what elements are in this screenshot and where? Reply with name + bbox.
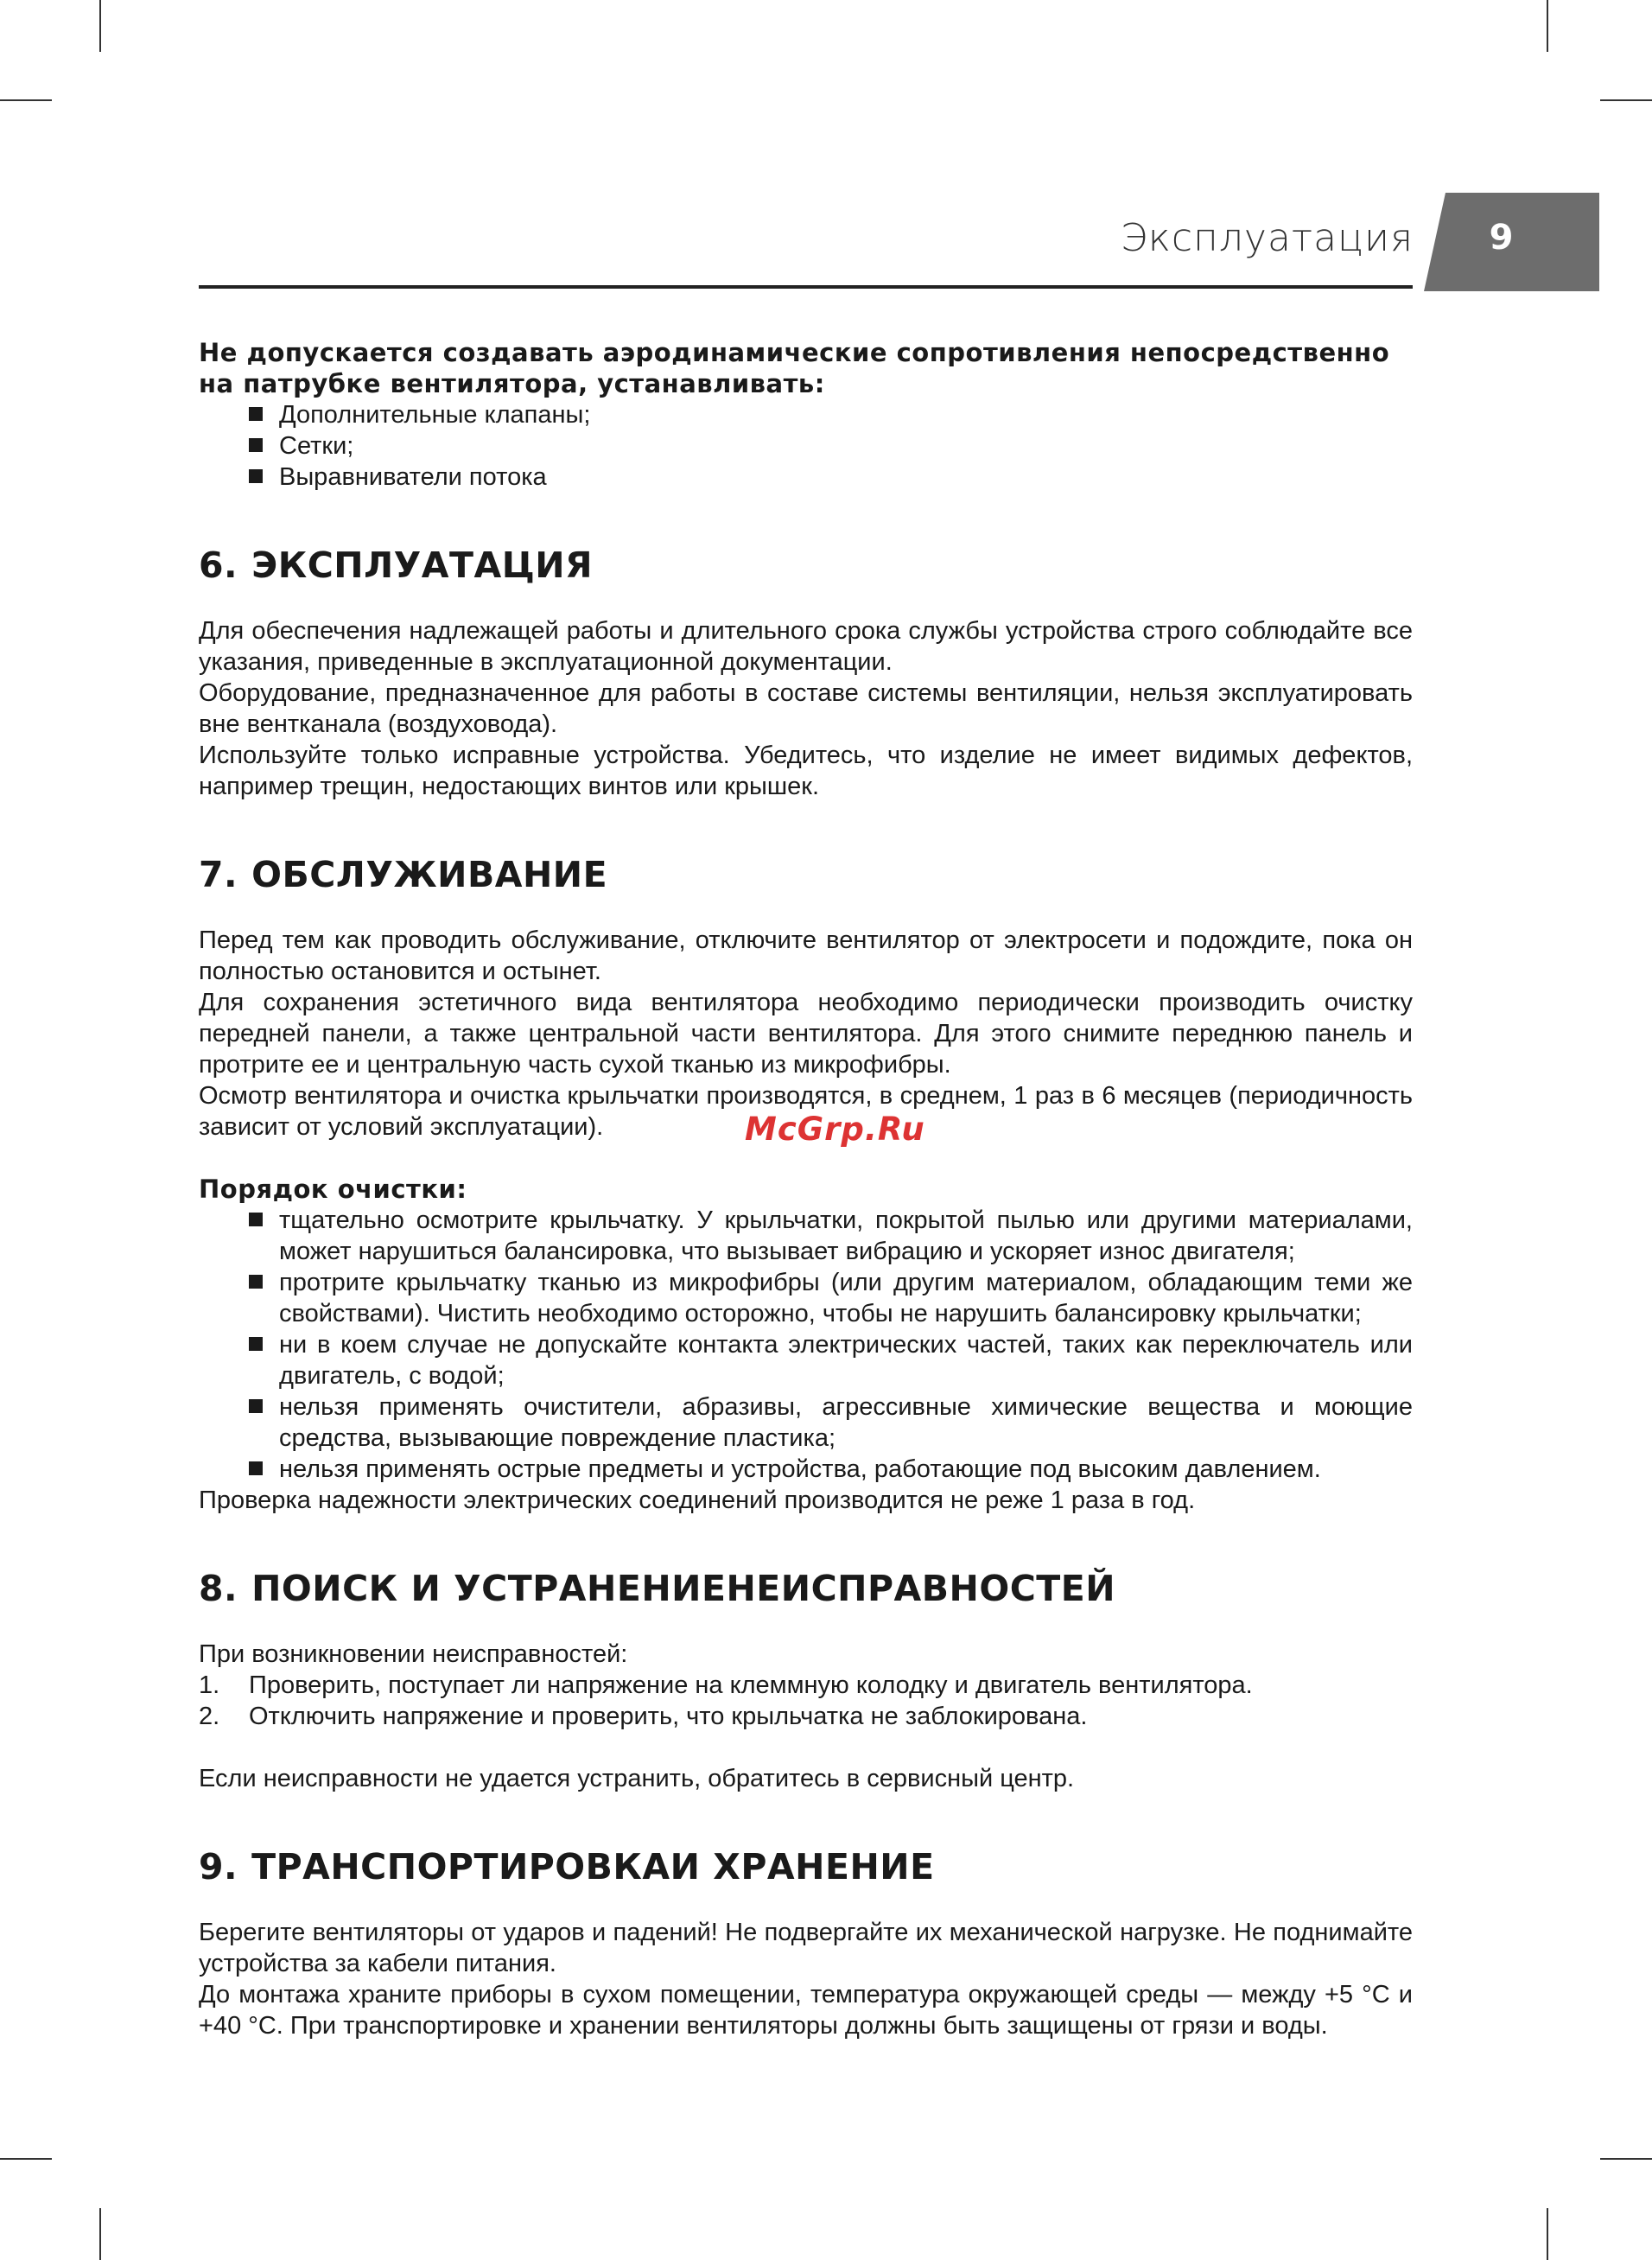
crop-mark bbox=[0, 2158, 52, 2160]
header-rule bbox=[199, 285, 1413, 289]
list-item: 2. Отключить напряжение и проверить, что крыльчатка не заблокирована. bbox=[199, 1703, 1088, 1730]
paragraph: Для сохранения эстетичного вида вентилятора необходимо периодически производить очистку передней панели, а также центральной части вентилятора. Для этого снимите переднюю панель и протрите ее и центральную часть сухой тканью из микрофибры. bbox=[199, 989, 1413, 1079]
section-6-body bbox=[199, 615, 1413, 802]
list-item: Выравниватели потока bbox=[249, 462, 1413, 493]
list-item: нельзя применять острые предметы и устройства, работающие под высоким давлением. bbox=[249, 1454, 1413, 1485]
section-7-body bbox=[199, 925, 1413, 1516]
square-bullet-icon bbox=[249, 1337, 263, 1351]
section-8-heading: 8. ПОИСК И УСТРАНЕНИЕНЕИСПРАВНОСТЕЙ bbox=[199, 1568, 1116, 1609]
square-bullet-icon bbox=[249, 1213, 263, 1226]
crop-mark bbox=[0, 99, 52, 101]
running-header-title: Эксплуатация bbox=[1120, 216, 1414, 260]
intro-list bbox=[199, 399, 1413, 493]
crop-mark bbox=[1600, 2158, 1652, 2160]
list-item: тщательно осмотрите крыльчатку. У крыльчатки, покрытой пылью или другими материалами, может нарушиться балансировка, что вызывает вибрацию и ускоряет износ двигателя; bbox=[249, 1205, 1413, 1267]
section-8-body bbox=[199, 1639, 1413, 1794]
square-bullet-icon bbox=[249, 1275, 263, 1289]
crop-mark bbox=[99, 0, 101, 52]
section-9-heading: 9. ТРАНСПОРТИРОВКАИ ХРАНЕНИЕ bbox=[199, 1846, 935, 1888]
section-7-heading: 7. ОБСЛУЖИВАНИЕ bbox=[199, 854, 608, 895]
crop-mark bbox=[1547, 0, 1548, 52]
paragraph: Берегите вентиляторы от ударов и падений! Не подвергайте их механической нагрузке. Не поднимайте устройства за кабели питания. bbox=[199, 1919, 1413, 1977]
square-bullet-icon bbox=[249, 1399, 263, 1413]
paragraph: Если неисправности не удается устранить, обратитесь в сервисный центр. bbox=[199, 1765, 1075, 1792]
cleaning-label: Порядок очистки: bbox=[199, 1175, 467, 1204]
paragraph: Для обеспечения надлежащей работы и длительного срока службы устройства строго соблюдайте все указания, приведенные в эксплуатационной документации. bbox=[199, 617, 1413, 676]
paragraph: Осмотр вентилятора и очистка крыльчатки производятся, в среднем, 1 раз в 6 месяцев (периодичность зависит от условий эксплуатации). bbox=[199, 1082, 1413, 1141]
paragraph: Перед тем как проводить обслуживание, отключите вентилятор от электросети и подождите, пока он полностью остановится и остынет. bbox=[199, 926, 1413, 985]
square-bullet-icon bbox=[249, 407, 263, 421]
square-bullet-icon bbox=[249, 438, 263, 452]
paragraph: До монтажа храните приборы в сухом помещении, температура окружающей среды — между +5 °C и +40 °C. При транспортировке и хранении вентиляторы должны быть защищены от грязи и воды. bbox=[199, 1981, 1413, 2040]
troubleshooting-steps bbox=[199, 1670, 1413, 1732]
list-item: 1. Проверить, поступает ли напряжение на клеммную колодку и двигатель вентилятора. bbox=[199, 1671, 1253, 1699]
cleaning-list bbox=[199, 1205, 1413, 1485]
list-item: нельзя применять очистители, абразивы, агрессивные химические вещества и моющие средства, вызывающие повреждение пластика; bbox=[249, 1391, 1413, 1454]
list-item: ни в коем случае не допускайте контакта электрических частей, таких как переключатель или двигатель, с водой; bbox=[249, 1329, 1413, 1391]
list-item: Дополнительные клапаны; bbox=[249, 399, 1413, 430]
paragraph: Оборудование, предназначенное для работы в составе системы вентиляции, нельзя эксплуатировать вне вентканала (воздуховода). bbox=[199, 679, 1413, 738]
list-item: протрите крыльчатку тканью из микрофибры (или другим материалом, обладающим теми же свойствами). Чистить необходимо осторожно, чтобы не нарушить балансировку крыльчатки; bbox=[249, 1267, 1413, 1329]
crop-mark bbox=[99, 2208, 101, 2260]
section-9-body bbox=[199, 1917, 1413, 2041]
section-6-heading: 6. ЭКСПЛУАТАЦИЯ bbox=[199, 544, 594, 586]
intro-warning: Не допускается создавать аэродинамические сопротивления непосредственно на патрубке вентилятора, устанавливать: bbox=[199, 338, 1390, 398]
watermark: McGrp.Ru bbox=[745, 1111, 925, 1148]
paragraph: Проверка надежности электрических соединений производится не реже 1 раза в год. bbox=[199, 1487, 1196, 1514]
page-body bbox=[199, 337, 1413, 2041]
paragraph: При возникновении неисправностей: bbox=[199, 1640, 628, 1668]
crop-mark bbox=[1600, 99, 1652, 101]
square-bullet-icon bbox=[249, 1461, 263, 1475]
list-item: Сетки; bbox=[249, 430, 1413, 462]
square-bullet-icon bbox=[249, 469, 263, 483]
crop-mark bbox=[1547, 2208, 1548, 2260]
page-number: 9 bbox=[1489, 218, 1514, 258]
paragraph: Используйте только исправные устройства. Убедитесь, что изделие не имеет видимых дефектов, например трещин, недостающих винтов или крышек. bbox=[199, 742, 1413, 800]
